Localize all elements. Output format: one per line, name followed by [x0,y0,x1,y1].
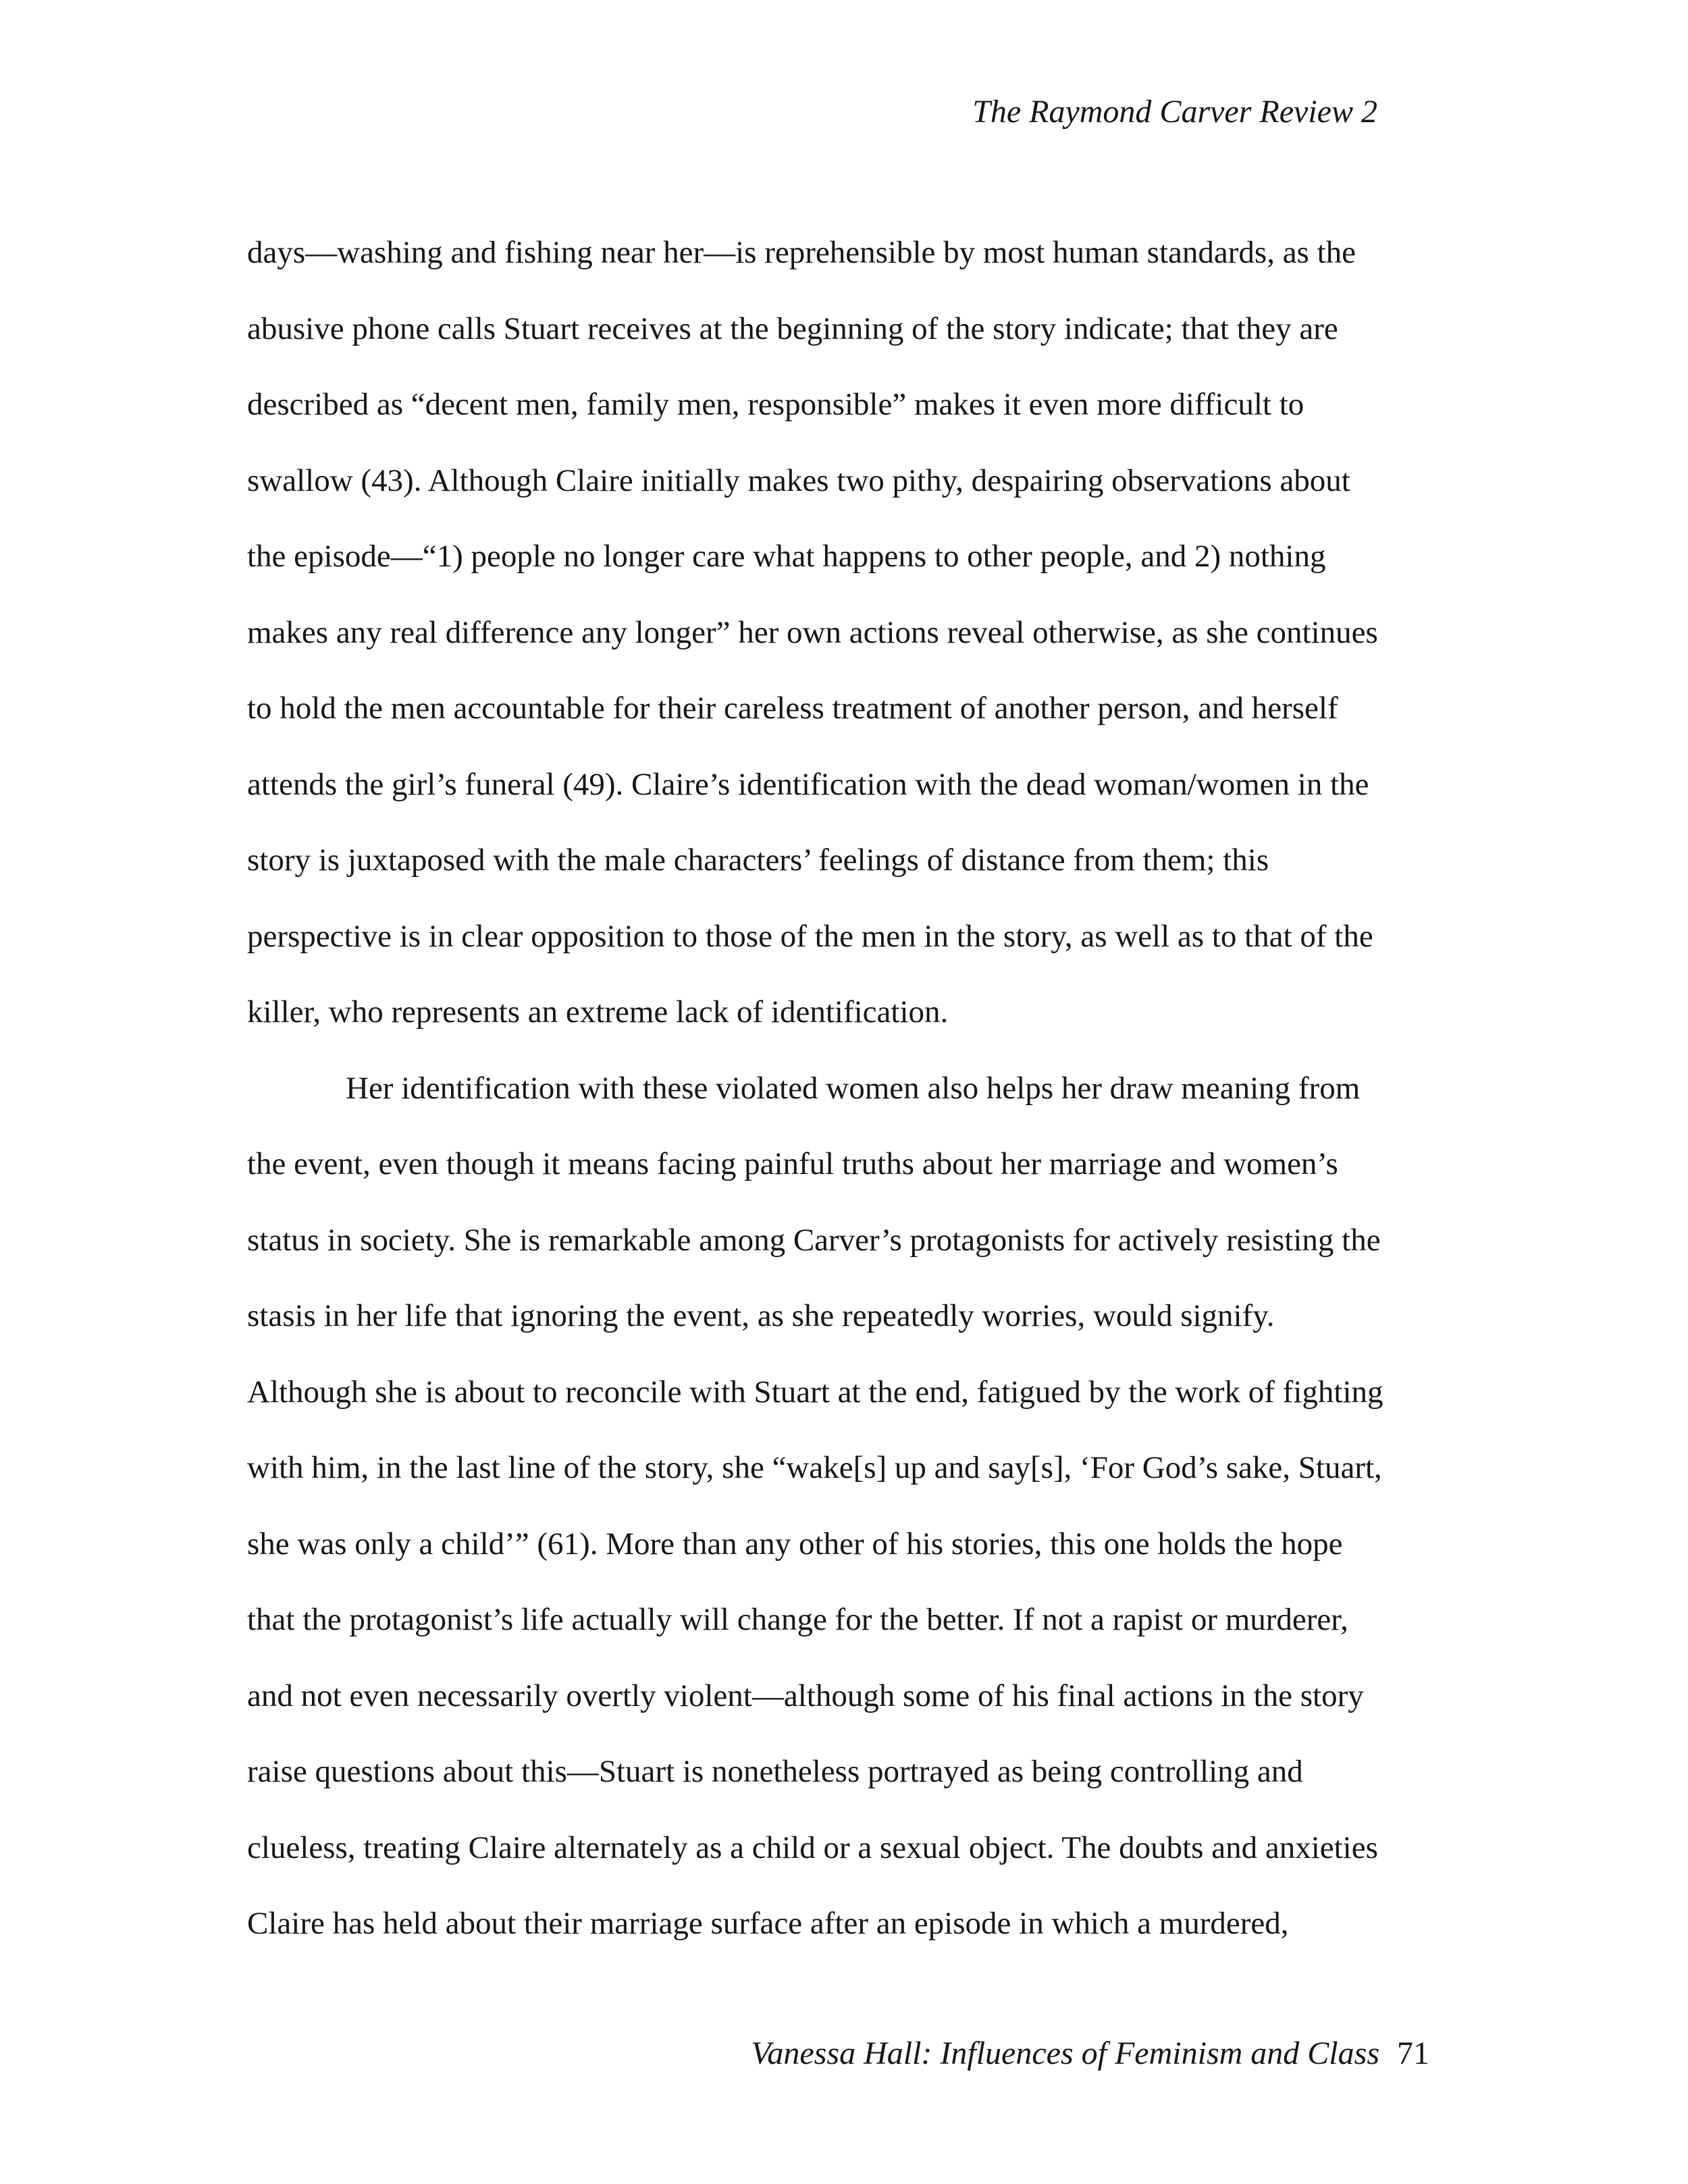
text-line: Although she is about to reconcile with Stuart at the end, fatigued by the work of fighting [247,1374,1383,1410]
running-head-title: The Raymond Carver Review 2 [972,94,1377,130]
text-line: days—washing and fishing near her—is reprehensible by most human standards, as the [247,235,1356,270]
text-line: and not even necessarily overtly violent—although some of his final actions in the story [247,1678,1364,1713]
text-line: abusive phone calls Stuart receives at the beginning of the story indicate; that they are [247,311,1338,346]
text-line: she was only a child’” (61). More than any other of his stories, this one holds the hope [247,1526,1343,1562]
text-line: that the protagonist’s life actually will change for the better. If not a rapist or murderer, [247,1602,1348,1637]
text-line: the episode—“1) people no longer care what happens to other people, and 2) nothing [247,539,1326,574]
text-line: with him, in the last line of the story, she “wake[s] up and say[s], ‘For God’s sake, Stuart, [247,1450,1382,1485]
body-text [247,215,1442,1962]
text-line: status in society. She is remarkable among Carver’s protagonists for actively resisting the [247,1222,1381,1258]
text-line: raise questions about this—Stuart is nonetheless portrayed as being controlling and [247,1754,1303,1789]
text-line: to hold the men accountable for their careless treatment of another person, and herself [247,691,1338,726]
footer-title: Vanessa Hall: Influences of Feminism and Class [751,2035,1379,2071]
text-line: story is juxtaposed with the male characters’ feelings of distance from them; this [247,843,1269,878]
text-line: perspective is in clear opposition to those of the men in the story, as well as to that of the [247,918,1373,954]
text-line: killer, who represents an extreme lack of identification. [247,994,949,1030]
text-line: described as “decent men, family men, responsible” makes it even more difficult to [247,387,1304,422]
text-line: makes any real difference any longer” her own actions reveal otherwise, as she continues [247,614,1378,650]
text-line: clueless, treating Claire alternately as a child or a sexual object. The doubts and anxieties [247,1830,1378,1865]
page-footer [751,2037,1429,2070]
page-number: 71 [1397,2035,1429,2071]
text-line: swallow (43). Although Claire initially makes two pithy, despairing observations about [247,462,1350,498]
text-line: attends the girl’s funeral (49). Claire’s identification with the dead woman/women in the [247,766,1369,802]
text-line: Claire has held about their marriage surface after an episode in which a murdered, [247,1906,1289,1941]
paragraph-first-line: Her identification with these violated women also helps her draw meaning from [346,1070,1361,1106]
text-line: the event, even though it means facing painful truths about her marriage and women’s [247,1146,1338,1181]
text-line: stasis in her life that ignoring the event, as she repeatedly worries, would signify. [247,1298,1275,1333]
